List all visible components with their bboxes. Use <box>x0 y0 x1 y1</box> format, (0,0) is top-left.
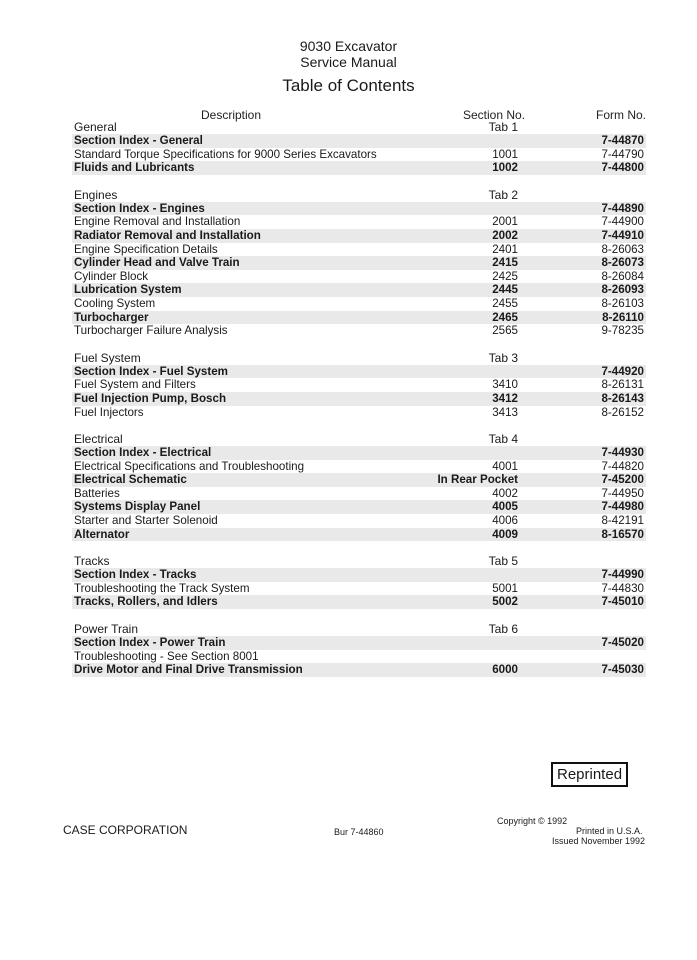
row-description: Fuel Injectors <box>74 405 144 419</box>
table-row <box>72 256 646 270</box>
row-form-number: 8-26073 <box>601 256 644 270</box>
table-row <box>72 148 646 162</box>
toc-group <box>72 120 646 175</box>
row-description: Section Index - General <box>74 134 203 147</box>
row-description: Drive Motor and Final Drive Transmission <box>74 663 303 677</box>
table-row <box>72 514 646 528</box>
group-title: Electrical <box>74 432 123 447</box>
row-form-number: 7-44910 <box>601 228 644 242</box>
row-form-number: 7-44920 <box>601 364 644 378</box>
row-section-number: 6000 <box>492 663 518 677</box>
table-row <box>72 528 646 542</box>
row-form-number: 7-45200 <box>601 473 644 487</box>
row-section-number: 4006 <box>492 514 518 528</box>
table-row <box>72 392 646 406</box>
table-row <box>72 365 646 379</box>
row-description: Section Index - Fuel System <box>74 364 228 378</box>
row-section-number: 4002 <box>492 486 518 500</box>
row-form-number: 7-44950 <box>601 486 644 500</box>
row-description: Cylinder Head and Valve Train <box>74 256 240 270</box>
column-header-form: Form No. <box>596 108 647 122</box>
row-section-number: 2445 <box>492 283 518 297</box>
row-form-number: 8-42191 <box>601 514 644 528</box>
table-row <box>72 378 646 392</box>
row-section-number: 1001 <box>492 147 518 161</box>
row-section-number: 4005 <box>492 500 518 514</box>
tab-label: Tab 5 <box>488 554 518 569</box>
row-description: Turbocharger <box>74 310 149 324</box>
row-form-number: 8-26143 <box>601 391 644 405</box>
row-form-number: 9-78235 <box>601 324 644 338</box>
row-form-number: 7-44870 <box>601 134 644 147</box>
row-description: Batteries <box>74 486 120 500</box>
group-title: General <box>74 120 117 134</box>
toc-group <box>72 622 646 677</box>
tab-label: Tab 2 <box>488 187 518 202</box>
table-row <box>72 568 646 582</box>
table-row <box>72 134 646 148</box>
row-description: Fuel Injection Pump, Bosch <box>74 391 227 405</box>
row-description: Systems Display Panel <box>74 500 201 514</box>
column-header-section: Section No. <box>463 108 526 122</box>
row-section-number: 2002 <box>492 228 518 242</box>
table-row <box>72 650 646 664</box>
reprinted-stamp: Reprinted <box>551 762 628 787</box>
row-description: Section Index - Electrical <box>74 446 212 460</box>
row-description: Troubleshooting the Track System <box>74 581 250 595</box>
group-header <box>72 351 646 365</box>
row-description: Standard Torque Specifications for 9000 Series Excavators <box>74 147 377 161</box>
row-form-number: 7-44820 <box>601 459 644 473</box>
row-section-number: 2465 <box>492 310 518 324</box>
table-of-contents <box>72 120 646 690</box>
tab-label: Tab 3 <box>488 350 518 365</box>
row-form-number: 7-44890 <box>601 201 644 215</box>
group-header <box>72 622 646 636</box>
row-form-number: 7-44900 <box>601 215 644 229</box>
copyright-notice: Copyright © 1992 <box>497 816 568 826</box>
bur-number: Bur 7-44860 <box>334 827 384 837</box>
row-description: Cylinder Block <box>74 269 149 283</box>
table-row <box>72 161 646 175</box>
row-form-number: 8-26093 <box>601 283 644 297</box>
row-description: Electrical Specifications and Troubleshooting <box>74 459 305 473</box>
toc-group <box>72 351 646 419</box>
row-form-number: 8-26131 <box>601 378 644 392</box>
table-row <box>72 270 646 284</box>
row-section-number: 4009 <box>492 527 518 541</box>
table-row <box>72 595 646 609</box>
tab-label: Tab 4 <box>488 432 518 447</box>
row-description: Turbocharger Failure Analysis <box>74 324 228 338</box>
row-form-number: 8-26063 <box>601 242 644 256</box>
row-description: Cooling System <box>74 296 156 310</box>
table-row <box>72 582 646 596</box>
printed-location: Printed in U.S.A. <box>576 826 643 836</box>
row-section-number: 2455 <box>492 296 518 310</box>
tab-label: Tab 1 <box>488 120 518 134</box>
row-form-number: 8-26110 <box>602 310 644 324</box>
row-section-number: 2425 <box>492 269 518 283</box>
row-description: Tracks, Rollers, and Idlers <box>74 595 218 609</box>
table-row <box>72 283 646 297</box>
row-description: Starter and Starter Solenoid <box>74 514 218 528</box>
issue-date: Issued November 1992 <box>552 836 646 846</box>
group-header <box>72 432 646 446</box>
row-form-number: 7-45010 <box>601 595 644 609</box>
row-description: Engine Removal and Installation <box>74 215 241 229</box>
group-header <box>72 120 646 134</box>
row-form-number: 7-44790 <box>601 147 644 161</box>
tab-label: Tab 6 <box>488 622 518 637</box>
row-form-number: 7-44830 <box>601 581 644 595</box>
row-section-number: 2415 <box>492 256 518 270</box>
table-row <box>72 202 646 216</box>
table-row <box>72 406 646 420</box>
group-header <box>72 554 646 568</box>
row-section-number: 4001 <box>492 459 518 473</box>
row-description: Fluids and Lubricants <box>74 161 195 175</box>
row-description: Engine Specification Details <box>74 242 218 256</box>
row-form-number: 7-45030 <box>601 663 644 677</box>
row-description: Section Index - Engines <box>74 201 205 215</box>
row-section-number: 1002 <box>492 161 518 175</box>
row-section-number: In Rear Pocket <box>437 473 518 487</box>
row-form-number: 8-26103 <box>601 296 644 310</box>
row-form-number: 7-45020 <box>601 636 644 650</box>
row-form-number: 8-26084 <box>601 269 644 283</box>
table-row <box>72 446 646 460</box>
table-row <box>72 500 646 514</box>
row-description: Radiator Removal and Installation <box>74 228 261 242</box>
row-description: Alternator <box>74 527 130 541</box>
toc-group <box>72 188 646 338</box>
table-row <box>72 243 646 257</box>
table-row <box>72 215 646 229</box>
row-description: Troubleshooting - See Section 8001 <box>74 649 259 663</box>
group-title: Engines <box>74 187 118 202</box>
row-form-number: 7-44980 <box>601 500 644 514</box>
row-form-number: 7-44930 <box>601 446 644 460</box>
row-form-number: 7-44800 <box>601 161 644 175</box>
group-title: Fuel System <box>74 350 141 365</box>
row-form-number: 8-26152 <box>601 405 644 419</box>
row-form-number: 8-16570 <box>601 527 644 541</box>
table-row <box>72 229 646 243</box>
row-description: Fuel System and Filters <box>74 378 196 392</box>
table-row <box>72 460 646 474</box>
row-description: Electrical Schematic <box>74 473 187 487</box>
company-name: CASE CORPORATION <box>63 823 188 837</box>
row-section-number: 2565 <box>492 324 518 338</box>
column-header-description: Description <box>201 108 262 122</box>
row-description: Section Index - Tracks <box>74 568 197 582</box>
row-description: Section Index - Power Train <box>74 636 226 650</box>
row-section-number: 5002 <box>492 595 518 609</box>
table-row <box>72 324 646 338</box>
toc-group <box>72 554 646 609</box>
table-row <box>72 487 646 501</box>
row-section-number: 3410 <box>492 378 518 392</box>
row-section-number: 2001 <box>492 215 518 229</box>
group-title: Tracks <box>74 554 110 569</box>
table-row <box>72 663 646 677</box>
row-form-number: 7-44990 <box>601 568 644 582</box>
page-title: Table of Contents <box>282 76 415 95</box>
row-section-number: 3413 <box>492 405 518 419</box>
group-header <box>72 188 646 202</box>
toc-group <box>72 432 646 541</box>
table-row <box>72 473 646 487</box>
model-title: 9030 Excavator <box>299 38 398 54</box>
group-title: Power Train <box>74 622 139 637</box>
manual-title: Service Manual <box>300 54 397 70</box>
table-row <box>72 636 646 650</box>
row-section-number: 5001 <box>492 581 518 595</box>
table-row <box>72 311 646 325</box>
row-description: Lubrication System <box>74 283 182 297</box>
row-section-number: 3412 <box>492 391 518 405</box>
table-row <box>72 297 646 311</box>
row-section-number: 2401 <box>492 242 518 256</box>
